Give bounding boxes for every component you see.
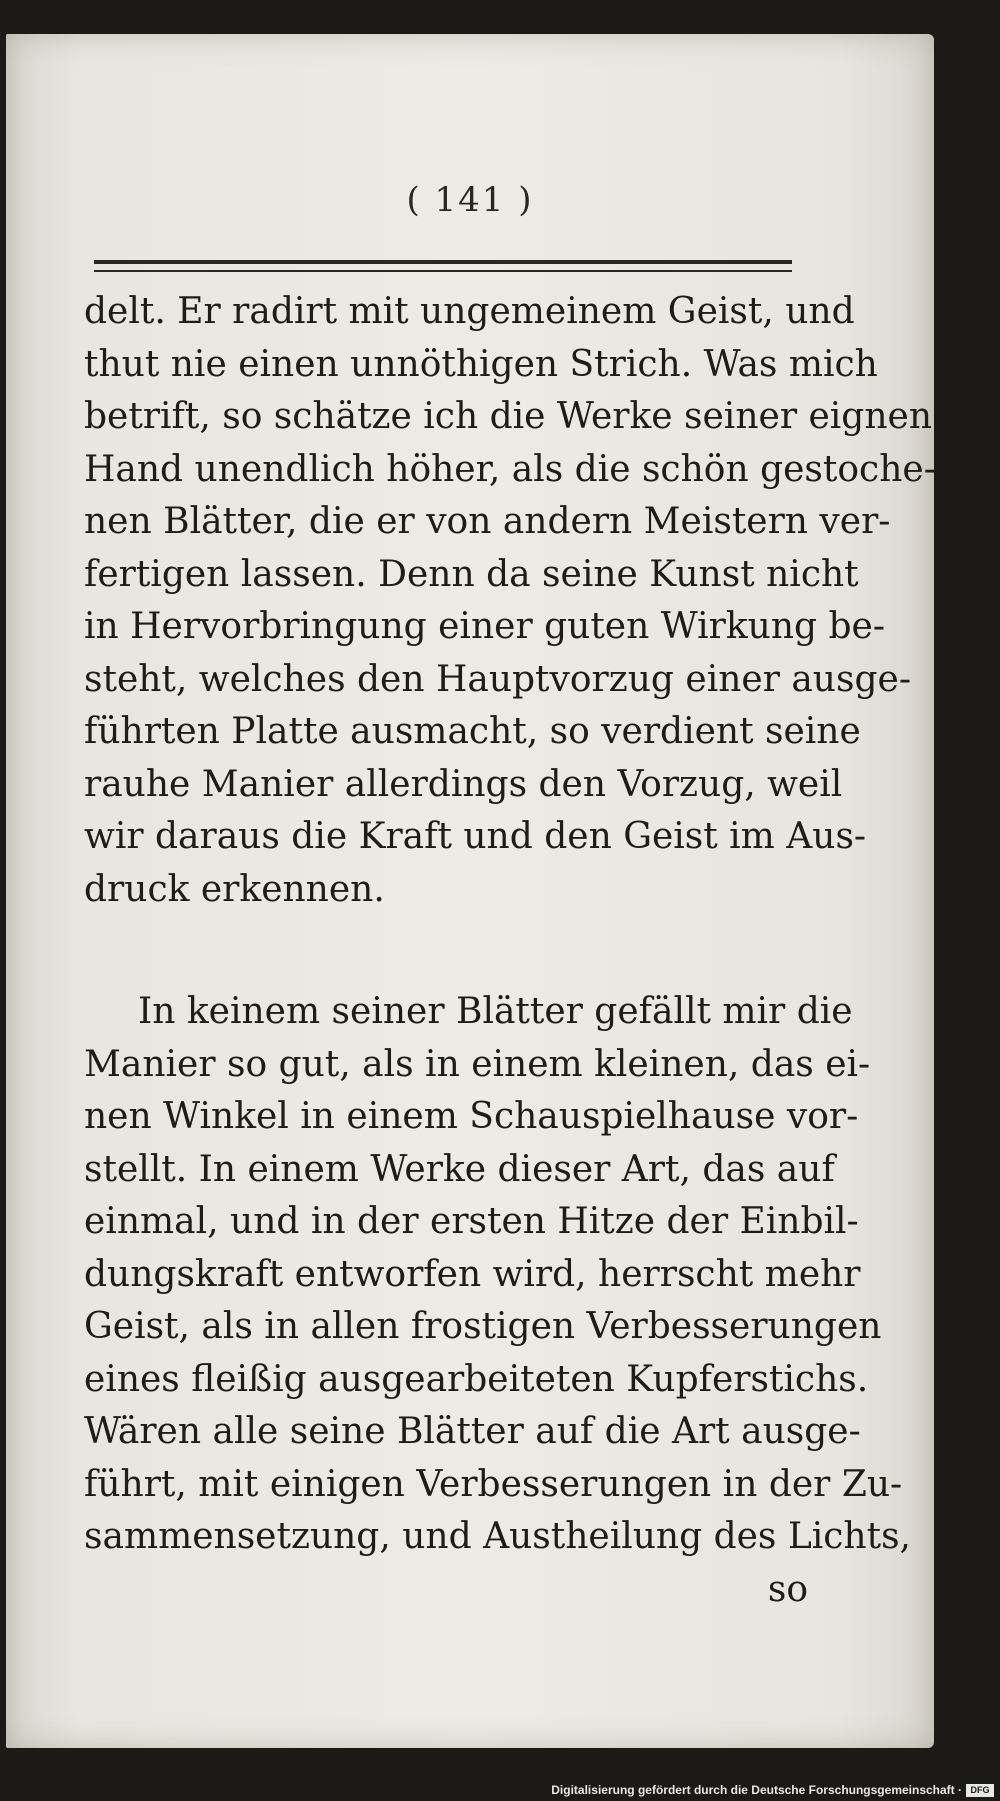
text-line: In keinem seiner Blätter gefällt mir die bbox=[138, 991, 853, 1032]
paragraph-1 bbox=[84, 286, 936, 916]
text-line: druck erkennen. bbox=[84, 868, 385, 910]
paragraph-2 bbox=[84, 986, 911, 1616]
text-line: betrift, so schätze ich die Werke seiner eignen bbox=[84, 396, 933, 437]
text-line: sammensetzung, und Austheilung des Lichts, bbox=[84, 1516, 911, 1557]
text-line: Geist, als in allen frostigen Verbesserungen bbox=[84, 1306, 882, 1347]
funding-credit: Digitalisierung gefördert durch die Deutsche Forschungsgemeinschaft · bbox=[551, 1783, 962, 1797]
text-line: Wären alle seine Blätter auf die Art ausge- bbox=[84, 1411, 861, 1452]
text-line: Manier so gut, als in einem kleinen, das ei- bbox=[84, 1043, 871, 1085]
text-line: thut nie einen unnöthigen Strich. Was mich bbox=[84, 343, 878, 385]
header-rule-thin bbox=[94, 270, 792, 272]
text-line: nen Blätter, die er von andern Meistern ver- bbox=[84, 501, 891, 542]
page-number: ( 141 ) bbox=[406, 180, 534, 220]
text-line: stellt. In einem Werke dieser Art, das auf bbox=[84, 1148, 835, 1190]
footer-bar bbox=[0, 1779, 1000, 1801]
text-line: eines fleißig ausgearbeiteten Kupferstichs. bbox=[84, 1358, 869, 1400]
text-line: in Hervorbringung einer guten Wirkung be- bbox=[84, 606, 885, 647]
text-line: einmal, und in der ersten Hitze der Einbil- bbox=[84, 1201, 859, 1242]
header-rule-thick bbox=[94, 260, 792, 264]
text-line: Hand unendlich höher, als die schön gestoche- bbox=[84, 448, 936, 490]
text-line: rauhe Manier allerdings den Vorzug, weil bbox=[84, 763, 843, 805]
book-page bbox=[6, 34, 934, 1748]
dfg-logo: DFG bbox=[966, 1784, 994, 1797]
text-line: steht, welches den Hauptvorzug einer ausge- bbox=[84, 658, 911, 700]
text-line: wir daraus die Kraft und den Geist im Aus- bbox=[84, 816, 867, 857]
text-line: dungskraft entworfen wird, herrscht mehr bbox=[84, 1253, 861, 1295]
text-line: delt. Er radirt mit ungemeinem Geist, und bbox=[84, 291, 855, 332]
catchword: so bbox=[767, 1568, 808, 1610]
text-line: führt, mit einigen Verbesserungen in der Zu- bbox=[84, 1463, 903, 1505]
text-line: fertigen lassen. Denn da seine Kunst nicht bbox=[84, 553, 859, 595]
text-line: führten Platte ausmacht, so verdient seine bbox=[84, 711, 861, 752]
text-line: nen Winkel in einem Schauspielhause vor- bbox=[84, 1096, 859, 1137]
